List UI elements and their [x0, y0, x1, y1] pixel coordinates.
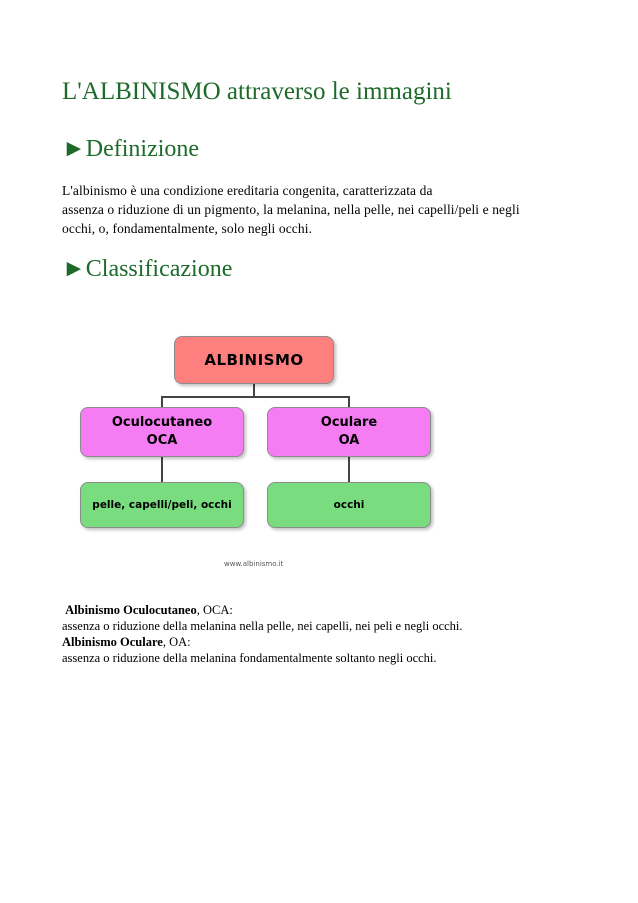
oa-heading-line: [62, 634, 582, 650]
triangle-right-icon: ►: [62, 256, 86, 282]
node-abbreviation: OCA: [146, 433, 178, 448]
albinism-classification-diagram: [62, 320, 442, 580]
oca-suffix: , OCA:: [196, 603, 233, 617]
albinism-types-section: [62, 602, 582, 666]
section-heading-definizione: [62, 136, 199, 163]
root-label: ALBINISMO: [204, 351, 304, 369]
diagram-node-oa-detail: [267, 482, 431, 528]
connector-line: [348, 396, 350, 407]
node-detail: occhi: [333, 499, 365, 511]
connector-line: [348, 457, 350, 482]
oa-suffix: , OA:: [162, 635, 191, 649]
triangle-right-icon: ►: [62, 136, 86, 162]
node-label: Oculocutaneo: [111, 415, 213, 430]
connector-line: [161, 396, 350, 398]
connector-line: [161, 457, 163, 482]
connector-line: [161, 396, 163, 407]
oa-description: assenza o riduzione della melanina fondamentalmente soltanto negli occhi.: [62, 651, 437, 665]
node-abbreviation: OA: [338, 433, 360, 448]
definition-line: assenza o riduzione di un pigmento, la melanina, nella pelle, nei capelli/peli e negli: [62, 202, 520, 217]
section-heading-label: Definizione: [85, 136, 200, 162]
definition-paragraph: [62, 181, 562, 238]
oca-description: assenza o riduzione della melanina nella pelle, nei capelli, nei peli e negli occhi.: [62, 619, 463, 633]
diagram-node-oca: [80, 407, 244, 457]
section-heading-label: Classificazione: [85, 256, 233, 282]
diagram-root-node: [174, 336, 334, 384]
node-label: Oculare: [320, 415, 378, 430]
definition-line: occhi, o, fondamentalmente, solo negli occhi.: [62, 221, 313, 236]
oa-name: Albinismo Oculare: [62, 635, 163, 649]
page-title: L'ALBINISMO attraverso le immagini: [62, 78, 452, 105]
diagram-watermark: www.albinismo.it: [224, 560, 284, 568]
diagram-node-oca-detail: [80, 482, 244, 528]
definition-line: L'albinismo è una condizione ereditaria congenita, caratterizzata da: [62, 183, 433, 198]
diagram-node-oa: [267, 407, 431, 457]
node-detail: pelle, capelli/peli, occhi: [92, 499, 232, 511]
oca-heading-line: [62, 602, 582, 618]
section-heading-classificazione: [62, 256, 232, 283]
oca-name: Albinismo Oculocutaneo: [65, 603, 197, 617]
